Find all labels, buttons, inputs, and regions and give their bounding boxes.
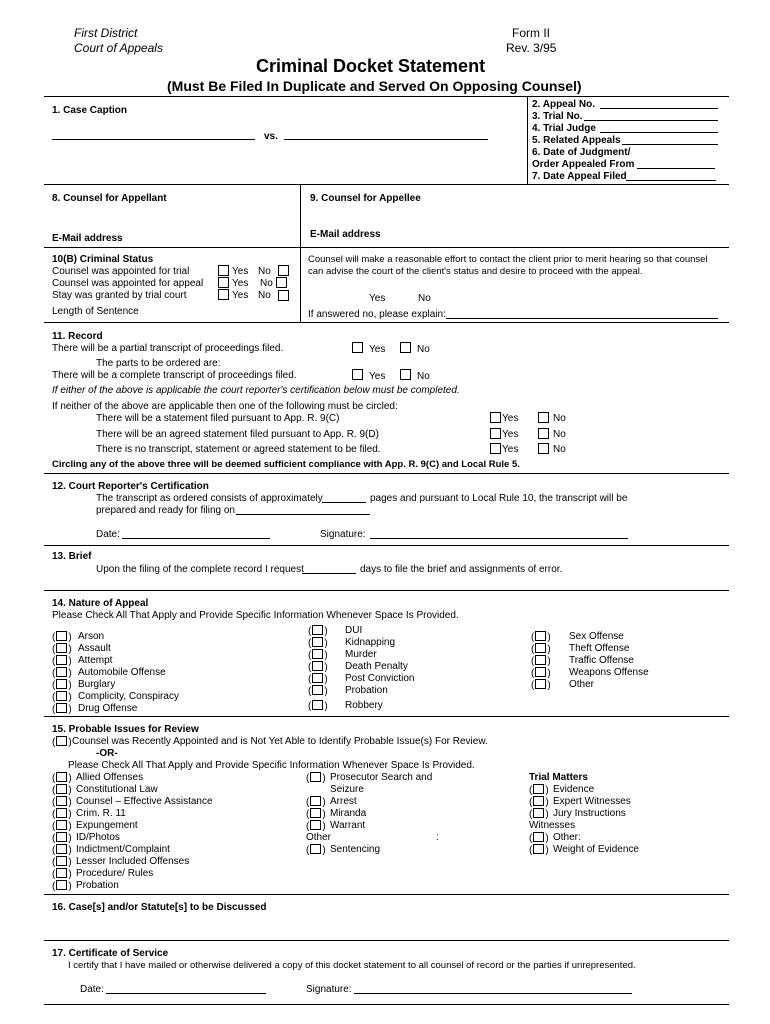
appeal-yes-checkbox[interactable] <box>218 277 229 288</box>
indictment-complaint-checkbox[interactable]: ( ) <box>52 845 72 856</box>
statement-option-3: There is no transcript, statement or agreed statement to be filed. <box>96 444 381 455</box>
arson-checkbox[interactable]: ( ) <box>52 632 72 643</box>
trial-no-label: 3. Trial No. <box>532 111 583 122</box>
case-caption-label: 1. Case Caption <box>52 105 128 116</box>
jury-instructions-checkbox[interactable]: ( ) <box>529 809 549 820</box>
service-date-label: Date: <box>80 984 104 995</box>
seizure-label: Seizure <box>330 784 364 795</box>
dui-label: DUI <box>345 625 363 636</box>
opt2-no-checkbox[interactable] <box>538 428 549 439</box>
yes-label: Yes <box>502 429 519 440</box>
robbery-label: Robbery <box>345 700 383 711</box>
probation-checkbox[interactable]: ( ) <box>308 686 328 697</box>
service-signature-label: Signature: <box>306 984 352 995</box>
criminal-status-title: 10(B) Criminal Status <box>52 254 154 265</box>
yes-label: Yes <box>232 278 249 289</box>
statement-option-1: There will be a statement filed pursuant to App. R. 9(C) <box>96 413 340 424</box>
dui-checkbox[interactable]: ( ) <box>308 626 328 637</box>
attempt-checkbox[interactable]: ( ) <box>52 656 72 667</box>
other2-label: Other: <box>553 832 581 843</box>
kidnapping-label: Kidnapping <box>345 637 396 648</box>
brief-text-a: Upon the filing of the complete record I request <box>96 564 304 575</box>
parts-ordered-label: The parts to be ordered are: <box>96 358 221 369</box>
probation-label: Probation <box>345 685 388 696</box>
partial-yes-checkbox[interactable] <box>352 342 363 353</box>
complete-transcript-label: There will be a complete transcript of proceedings filed. <box>52 370 297 381</box>
other-label: Other <box>569 679 595 690</box>
constitutional-law-label: Constitutional Law <box>76 784 158 795</box>
post-conviction-checkbox[interactable]: ( ) <box>308 674 328 685</box>
yes-label: Yes <box>369 371 386 382</box>
certification-note: If either of the above is applicable the court reporter's certification below must be completed. <box>52 385 460 396</box>
murder-label: Murder <box>345 649 377 660</box>
complete-yes-checkbox[interactable] <box>352 369 363 380</box>
no-label: No <box>553 444 566 455</box>
arrest-label: Arrest <box>330 796 357 807</box>
probable-issues-instructions: Please Check All That Apply and Provide Specific Information Whenever Space Is Provided. <box>68 760 475 771</box>
weapons-offense-label: Weapons Offense <box>569 667 649 678</box>
constitutional-law-checkbox[interactable]: ( ) <box>52 785 72 796</box>
miranda-checkbox[interactable]: ( ) <box>306 809 326 820</box>
miranda-label: Miranda <box>330 808 367 819</box>
trial-judge-label: 4. Trial Judge <box>532 123 596 134</box>
expert-witnesses-label: Expert Witnesses <box>553 796 631 807</box>
weight-evidence-label: Weight of Evidence <box>553 844 639 855</box>
murder-checkbox[interactable]: ( ) <box>308 650 328 661</box>
counsel-effective-assistance-label: Counsel – Effective Assistance <box>76 796 213 807</box>
trial-matters-title: Trial Matters <box>529 772 588 783</box>
sentencing-label: Sentencing <box>330 844 381 855</box>
allied-offenses-label: Allied Offenses <box>76 772 144 783</box>
stay-granted-label: Stay was granted by trial court <box>52 290 187 301</box>
page-subtitle: (Must Be Filed In Duplicate and Served On Opposing Counsel) <box>167 78 582 94</box>
no-label: No <box>553 413 566 424</box>
counsel-appellant-label: 8. Counsel for Appellant <box>52 193 167 204</box>
assault-checkbox[interactable]: ( ) <box>52 644 72 655</box>
yes-label: Yes <box>502 444 519 455</box>
evidence-checkbox[interactable]: ( ) <box>529 785 549 796</box>
allied-offenses-checkbox[interactable]: ( ) <box>52 773 72 784</box>
other-colon: : <box>436 832 439 843</box>
if-no-explain-label: If answered no, please explain: <box>308 309 446 320</box>
client-yes-label: Yes <box>369 293 386 304</box>
opt3-no-checkbox[interactable] <box>538 443 549 454</box>
crim-r-11-checkbox[interactable]: ( ) <box>52 809 72 820</box>
death-penalty-checkbox[interactable]: ( ) <box>308 662 328 673</box>
vs-label: vs. <box>264 131 278 142</box>
automobile-offense-checkbox[interactable]: ( ) <box>52 668 72 679</box>
complete-no-checkbox[interactable] <box>400 369 411 380</box>
opt3-yes-checkbox[interactable] <box>490 443 501 454</box>
partial-transcript-label: There will be a partial transcript of proceedings filed. <box>52 343 284 354</box>
neither-label: If neither of the above are applicable then one of the following must be circled: <box>52 401 398 412</box>
theft-offense-label: Theft Offense <box>569 643 630 654</box>
transcript-pages-text-b: pages and pursuant to Local Rule 10, the transcript will be <box>370 493 628 504</box>
id-photos-checkbox[interactable]: ( ) <box>52 833 72 844</box>
arrest-checkbox[interactable]: ( ) <box>306 797 326 808</box>
no-label: No <box>553 429 566 440</box>
complicity-conspiracy-checkbox[interactable]: ( ) <box>52 692 72 703</box>
witnesses-label: Witnesses <box>529 820 576 831</box>
brief-text-b: days to file the brief and assignments of error. <box>360 564 563 575</box>
date-judgment-label: 6. Date of Judgment/ <box>532 147 631 158</box>
related-appeals-label: 5. Related Appeals <box>532 135 621 146</box>
sentencing-checkbox[interactable]: ( ) <box>306 845 326 856</box>
email-appellee-label: E-Mail address <box>310 229 381 240</box>
reporter-cert-title: 12. Court Reporter's Certification <box>52 481 209 492</box>
arson-label: Arson <box>78 631 105 642</box>
trial-no-checkbox[interactable] <box>278 265 289 276</box>
date-appeal-filed-label: 7. Date Appeal Filed <box>532 171 627 182</box>
expungement-checkbox[interactable]: ( ) <box>52 821 72 832</box>
appeal-no-checkbox[interactable] <box>276 277 287 288</box>
burglary-checkbox[interactable]: ( ) <box>52 680 72 691</box>
procedure-rules-label: Procedure/ Rules <box>76 868 154 879</box>
transcript-pages-text-a: The transcript as ordered consists of approximately <box>96 493 323 504</box>
kidnapping-checkbox[interactable]: ( ) <box>308 638 328 649</box>
recent-appointed-text: Counsel was Recently Appointed and is Not Yet Able to Identify Probable Issue(s) For Review. <box>72 736 488 747</box>
appointed-trial-label: Counsel was appointed for trial <box>52 266 190 277</box>
page-title: Criminal Docket Statement <box>256 56 486 76</box>
sex-offense-checkbox[interactable]: ( ) <box>531 632 551 643</box>
warrant-label: Warrant <box>330 820 366 831</box>
recent-appointed-checkbox[interactable]: ( ) <box>52 737 72 748</box>
probation-label: Probation <box>76 880 119 891</box>
appeal-no-label: 2. Appeal No. <box>532 99 595 110</box>
traffic-offense-checkbox[interactable]: ( ) <box>531 656 551 667</box>
sex-offense-label: Sex Offense <box>569 631 624 642</box>
revision: Rev. 3/95 <box>506 41 557 55</box>
no-label: No <box>260 278 273 289</box>
probable-issues-title: 15. Probable Issues for Review <box>52 724 199 735</box>
yes-label: Yes <box>232 290 249 301</box>
district-label: First District <box>74 26 138 40</box>
id-photos-label: ID/Photos <box>76 832 120 843</box>
reporter-signature-label: Signature: <box>320 529 366 540</box>
complicity-conspiracy-label: Complicity, Conspiracy <box>78 691 179 702</box>
opt1-yes-checkbox[interactable] <box>490 412 501 423</box>
yes-label: Yes <box>232 266 249 277</box>
warrant-checkbox[interactable]: ( ) <box>306 821 326 832</box>
brief-title: 13. Brief <box>52 551 92 562</box>
court-label: Court of Appeals <box>74 41 163 55</box>
stay-yes-checkbox[interactable] <box>218 289 229 300</box>
order-appealed-label: Order Appealed From <box>532 159 635 170</box>
counsel-effective-assistance-checkbox[interactable]: ( ) <box>52 797 72 808</box>
appointed-appeal-label: Counsel was appointed for appeal <box>52 278 204 289</box>
stay-no-checkbox[interactable] <box>278 290 289 301</box>
record-title: 11. Record <box>52 331 103 342</box>
counsel-appellee-label: 9. Counsel for Appellee <box>310 193 421 204</box>
nature-appeal-instructions: Please Check All That Apply and Provide Specific Information Whenever Space Is Provided. <box>52 610 459 621</box>
client-contact-text-2: can advise the court of the client's status and desire to proceed with the appeal. <box>308 266 643 277</box>
ready-filing-text: prepared and ready for filing on <box>96 505 235 516</box>
automobile-offense-label: Automobile Offense <box>78 667 166 678</box>
other2-checkbox[interactable]: ( ) <box>529 833 549 844</box>
expert-witnesses-checkbox[interactable]: ( ) <box>529 797 549 808</box>
no-label: No <box>417 344 430 355</box>
burglary-label: Burglary <box>78 679 116 690</box>
reporter-date-label: Date: <box>96 529 120 540</box>
email-appellant-label: E-Mail address <box>52 233 123 244</box>
nature-appeal-title: 14. Nature of Appeal <box>52 598 149 609</box>
probation-checkbox[interactable]: ( ) <box>52 881 72 892</box>
yes-label: Yes <box>502 413 519 424</box>
cases-statutes-title: 16. Case[s] and/or Statute[s] to be Discussed <box>52 902 267 913</box>
certificate-service-title: 17. Certificate of Service <box>52 948 169 959</box>
or-label: -OR- <box>96 748 118 759</box>
post-conviction-label: Post Conviction <box>345 673 415 684</box>
partial-no-checkbox[interactable] <box>400 342 411 353</box>
yes-label: Yes <box>369 344 386 355</box>
weapons-offense-checkbox[interactable]: ( ) <box>531 668 551 679</box>
opt2-yes-checkbox[interactable] <box>490 428 501 439</box>
procedure-rules-checkbox[interactable]: ( ) <box>52 869 72 880</box>
statement-option-2: There will be an agreed statement filed pursuant to App. R. 9(D) <box>96 429 379 440</box>
expungement-label: Expungement <box>76 820 138 831</box>
drug-offense-checkbox[interactable]: ( ) <box>52 704 72 715</box>
form-number: Form II <box>512 26 550 40</box>
theft-offense-checkbox[interactable]: ( ) <box>531 644 551 655</box>
crim-r-11-label: Crim. R. 11 <box>76 808 126 819</box>
death-penalty-label: Death Penalty <box>345 661 408 672</box>
prosecutor-search-label: Prosecutor Search and <box>330 772 433 783</box>
drug-offense-label: Drug Offense <box>78 703 138 714</box>
no-label: No <box>258 266 271 277</box>
traffic-offense-label: Traffic Offense <box>569 655 634 666</box>
jury-instructions-label: Jury Instructions <box>553 808 626 819</box>
length-sentence-label: Length of Sentence <box>52 306 139 317</box>
other-label: Other <box>306 832 332 843</box>
trial-yes-checkbox[interactable] <box>218 265 229 276</box>
evidence-label: Evidence <box>553 784 595 795</box>
lesser-included-offenses-checkbox[interactable]: ( ) <box>52 857 72 868</box>
weight-evidence-checkbox[interactable]: ( ) <box>529 845 549 856</box>
no-label: No <box>258 290 271 301</box>
other-checkbox[interactable]: ( ) <box>531 680 551 691</box>
client-contact-text-1: Counsel will make a reasonable effort to contact the client prior to merit hearing so that counsel <box>308 254 708 265</box>
indictment-complaint-label: Indictment/Complaint <box>76 844 170 855</box>
client-no-label: No <box>418 293 431 304</box>
robbery-checkbox[interactable]: ( ) <box>308 701 328 712</box>
certificate-service-text: I certify that I have mailed or otherwise delivered a copy of this docket statement to all counsel of record or the parties if unrepresented. <box>68 960 636 971</box>
assault-label: Assault <box>78 643 111 654</box>
no-label: No <box>417 371 430 382</box>
opt1-no-checkbox[interactable] <box>538 412 549 423</box>
attempt-label: Attempt <box>78 655 113 666</box>
lesser-included-offenses-label: Lesser Included Offenses <box>76 856 190 867</box>
circling-compliance-text: Circling any of the above three will be deemed sufficient compliance with App. R. 9(C) and Local Rule 5. <box>52 459 520 470</box>
prosecutor-search-checkbox[interactable]: ( ) <box>306 773 326 784</box>
